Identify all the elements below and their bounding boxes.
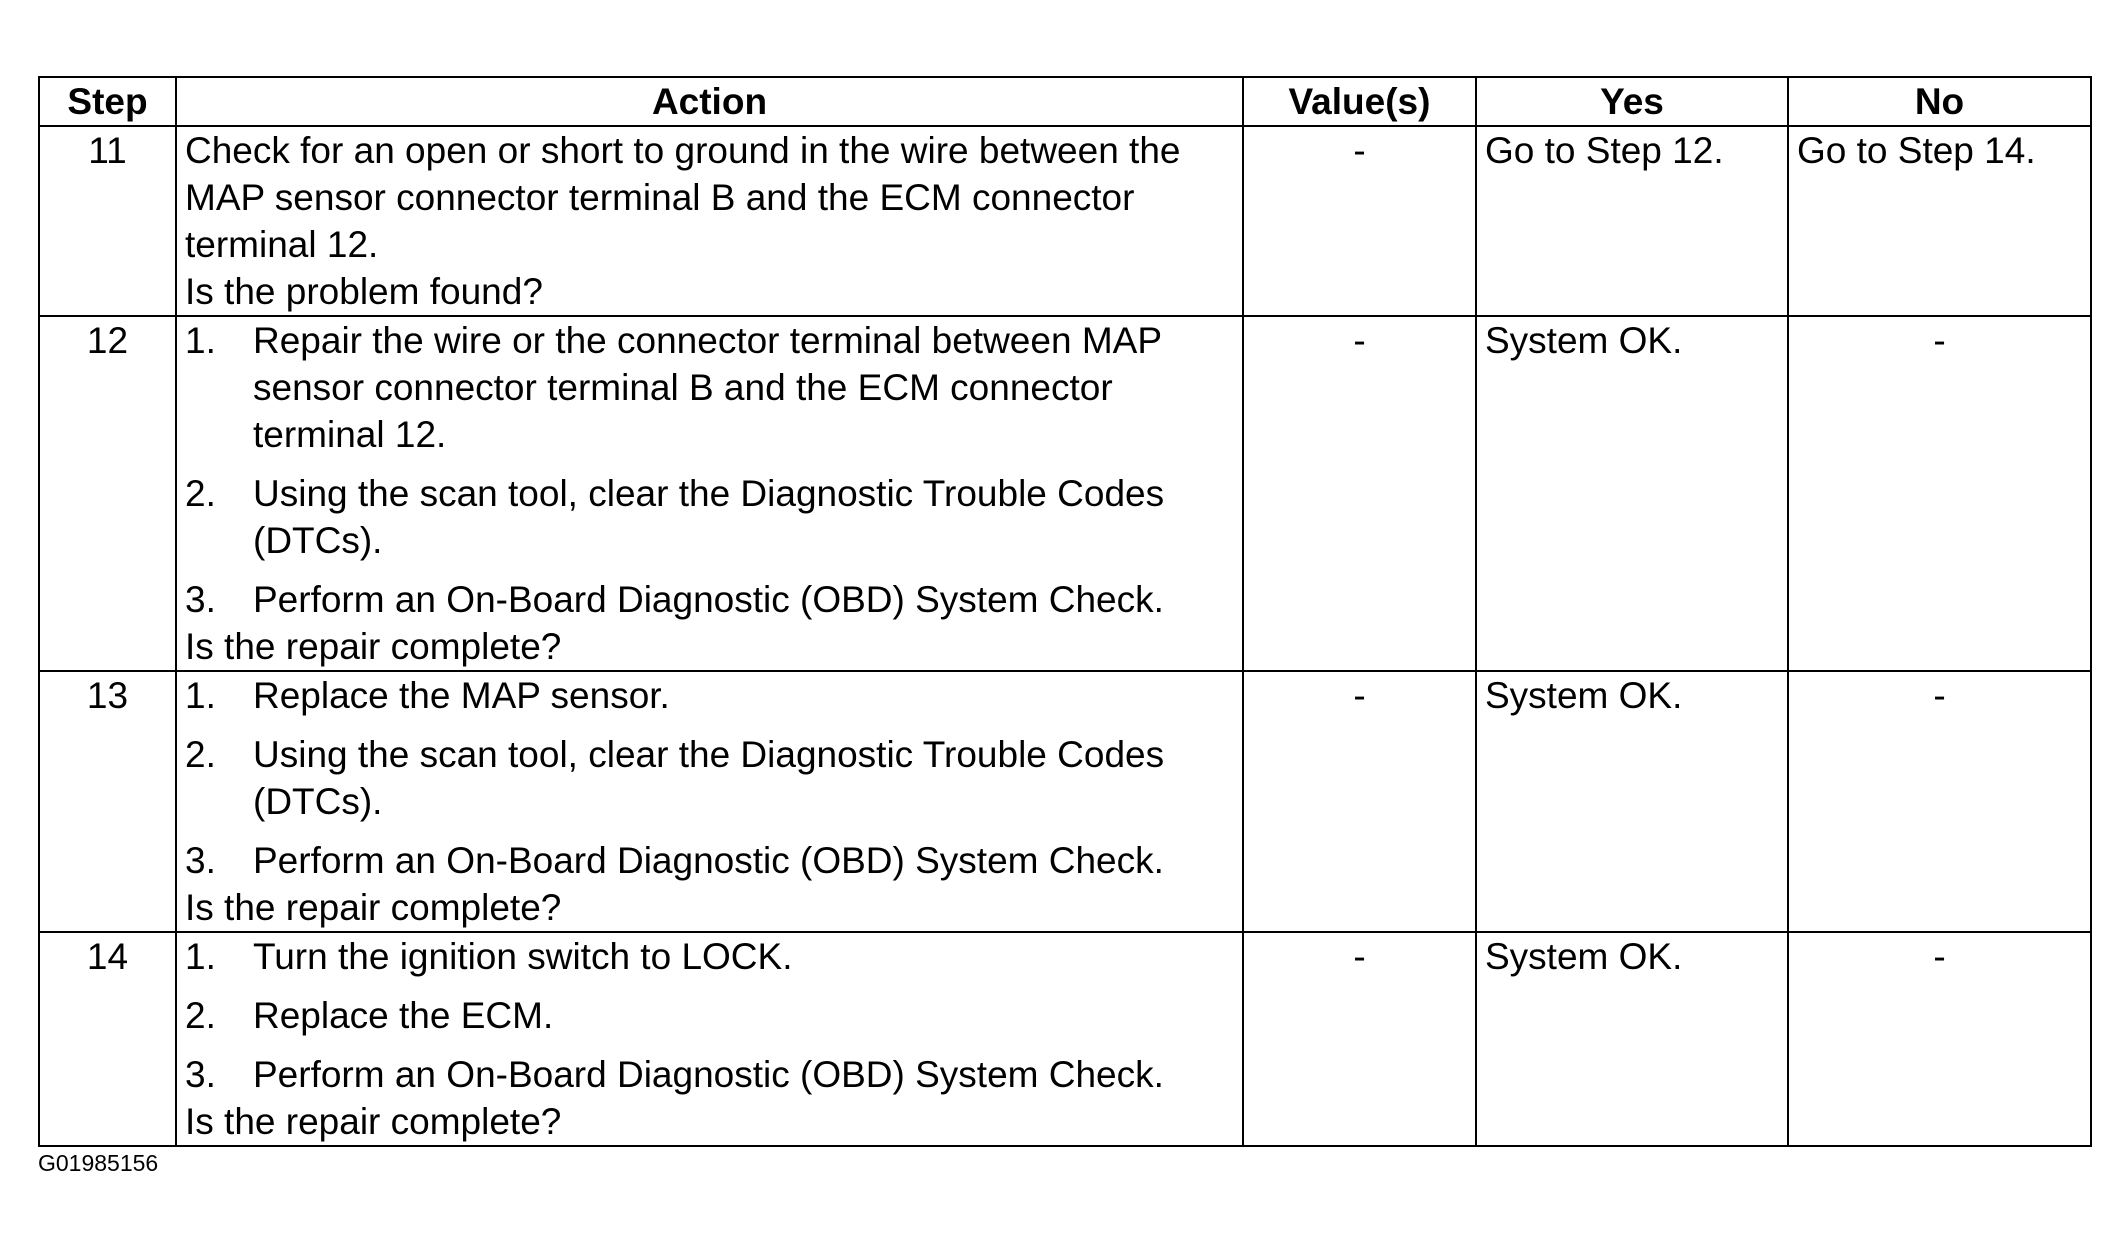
action-item-text: Turn the ignition switch to LOCK. xyxy=(253,936,793,977)
action-item-text: Perform an On-Board Diagnostic (OBD) System Check. xyxy=(253,1054,1164,1095)
action-item-number: 1. xyxy=(185,936,216,977)
action-item-number: 3. xyxy=(185,840,216,881)
action-cell xyxy=(176,932,1243,1146)
action-list-item xyxy=(185,731,1234,825)
header-values: Value(s) xyxy=(1243,77,1476,126)
action-item-number: 3. xyxy=(185,579,216,620)
step-number: 13 xyxy=(39,671,176,932)
action-item-number: 2. xyxy=(185,473,216,514)
action-cell xyxy=(176,316,1243,671)
action-item-text: Replace the MAP sensor. xyxy=(253,675,670,716)
action-list-item xyxy=(185,672,1234,719)
action-item-number: 3. xyxy=(185,1054,216,1095)
no-cell: - xyxy=(1788,932,2091,1146)
values-cell: - xyxy=(1243,932,1476,1146)
values-cell: - xyxy=(1243,126,1476,316)
action-list-item xyxy=(185,576,1234,623)
values-cell: - xyxy=(1243,316,1476,671)
yes-cell: System OK. xyxy=(1476,316,1788,671)
action-item-number: 2. xyxy=(185,734,216,775)
header-yes: Yes xyxy=(1476,77,1788,126)
action-cell xyxy=(176,671,1243,932)
action-question: Is the repair complete? xyxy=(185,1101,562,1142)
action-list-item xyxy=(185,837,1234,884)
header-step: Step xyxy=(39,77,176,126)
no-cell: Go to Step 14. xyxy=(1788,126,2091,316)
action-list-item xyxy=(185,1051,1234,1098)
action-list-item xyxy=(185,317,1234,458)
action-item-number: 2. xyxy=(185,995,216,1036)
action-list-item xyxy=(185,992,1234,1039)
step-number: 11 xyxy=(39,126,176,316)
header-action: Action xyxy=(176,77,1243,126)
header-row xyxy=(39,77,2091,126)
action-item-text: Using the scan tool, clear the Diagnostic Trouble Codes (DTCs). xyxy=(253,734,1165,822)
action-item-text: Repair the wire or the connector terminal between MAP sensor connector terminal B and the ECM connector terminal 12. xyxy=(253,320,1162,455)
step-number: 12 xyxy=(39,316,176,671)
action-cell xyxy=(176,126,1243,316)
action-item-number: 1. xyxy=(185,675,216,716)
action-item-text: Using the scan tool, clear the Diagnostic Trouble Codes (DTCs). xyxy=(253,473,1165,561)
action-item-text: Replace the ECM. xyxy=(253,995,554,1036)
action-question: Is the problem found? xyxy=(185,271,543,312)
table-row xyxy=(39,932,2091,1146)
action-item-number: 1. xyxy=(185,320,216,361)
values-cell: - xyxy=(1243,671,1476,932)
action-item-text: Perform an On-Board Diagnostic (OBD) System Check. xyxy=(253,840,1164,881)
step-number: 14 xyxy=(39,932,176,1146)
action-question: Is the repair complete? xyxy=(185,887,562,928)
table-row xyxy=(39,126,2091,316)
action-text: Check for an open or short to ground in the wire between the MAP sensor connector terminal B and the ECM connector terminal 12. xyxy=(185,130,1181,265)
action-list-item xyxy=(185,470,1234,564)
diagnostic-table xyxy=(38,76,2092,1147)
table-row xyxy=(39,671,2091,932)
header-no: No xyxy=(1788,77,2091,126)
yes-cell: System OK. xyxy=(1476,671,1788,932)
figure-id: G01985156 xyxy=(38,1150,159,1176)
no-cell: - xyxy=(1788,316,2091,671)
action-question: Is the repair complete? xyxy=(185,626,562,667)
yes-cell: System OK. xyxy=(1476,932,1788,1146)
yes-cell: Go to Step 12. xyxy=(1476,126,1788,316)
action-item-text: Perform an On-Board Diagnostic (OBD) System Check. xyxy=(253,579,1164,620)
table-row xyxy=(39,316,2091,671)
no-cell: - xyxy=(1788,671,2091,932)
action-list-item xyxy=(185,933,1234,980)
